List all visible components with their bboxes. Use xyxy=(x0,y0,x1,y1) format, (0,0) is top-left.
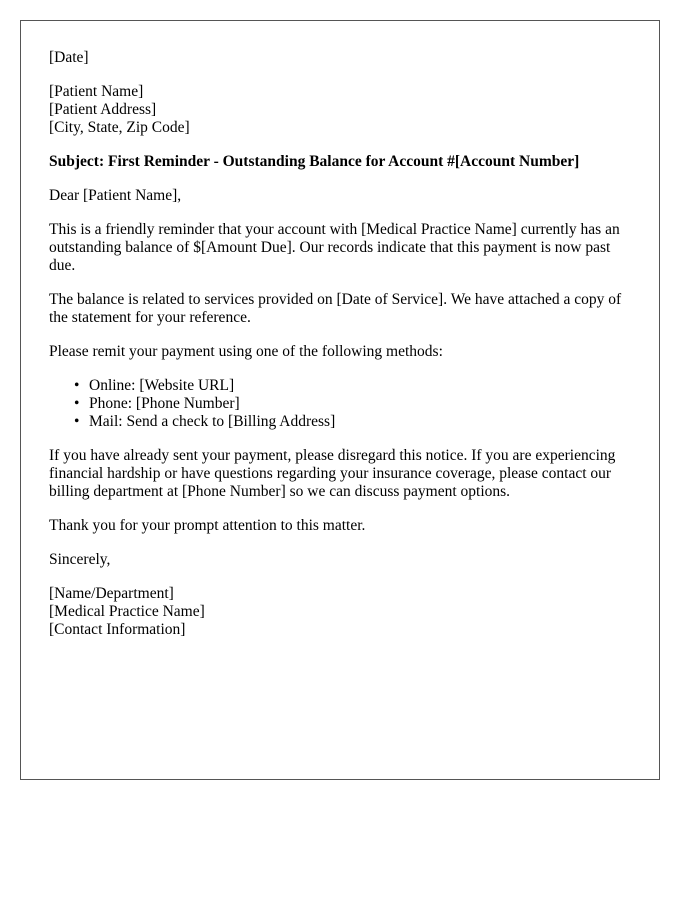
letter-closing: Sincerely, xyxy=(49,551,111,568)
bullet-icon: • xyxy=(74,395,80,412)
list-item xyxy=(74,377,631,395)
letter-date: [Date] xyxy=(49,49,89,66)
paragraph-remit: Please remit your payment using one of the following methods: xyxy=(49,343,443,360)
recipient-city-state-zip: [City, State, Zip Code] xyxy=(49,119,190,136)
paragraph-services: The balance is related to services provided on [Date of Service]. We have attached a copy of the statement for your reference. xyxy=(49,291,622,326)
letter-greeting: Dear [Patient Name], xyxy=(49,187,182,204)
payment-method-mail: Mail: Send a check to [Billing Address] xyxy=(89,413,336,430)
payment-method-online: Online: [Website URL] xyxy=(89,377,235,394)
signature-block xyxy=(49,585,631,639)
paragraph-intro: This is a friendly reminder that your account with [Medical Practice Name] currently has an outstanding balance of $[Amount Due]. Our records indicate that this payment is now past due. xyxy=(49,221,620,274)
signature-contact-info: [Contact Information] xyxy=(49,621,186,638)
payment-methods-list xyxy=(49,377,631,431)
recipient-address-block xyxy=(49,83,631,137)
letter-body xyxy=(49,49,631,655)
list-item xyxy=(74,395,631,413)
signature-name-department: [Name/Department] xyxy=(49,585,174,602)
payment-method-phone: Phone: [Phone Number] xyxy=(89,395,240,412)
bullet-icon: • xyxy=(74,413,80,430)
signature-practice-name: [Medical Practice Name] xyxy=(49,603,205,620)
bullet-icon: • xyxy=(74,377,80,394)
letter-subject: Subject: First Reminder - Outstanding Balance for Account #[Account Number] xyxy=(49,153,580,170)
recipient-name: [Patient Name] xyxy=(49,83,144,100)
recipient-address: [Patient Address] xyxy=(49,101,157,118)
paragraph-thanks: Thank you for your prompt attention to this matter. xyxy=(49,517,366,534)
list-item xyxy=(74,413,631,431)
paragraph-hardship: If you have already sent your payment, please disregard this notice. If you are experiencing financial hardship or have questions regarding your insurance coverage, please contact our billing department at [Phone Number] so we can discuss payment options. xyxy=(49,447,616,500)
letter-page xyxy=(20,20,660,780)
